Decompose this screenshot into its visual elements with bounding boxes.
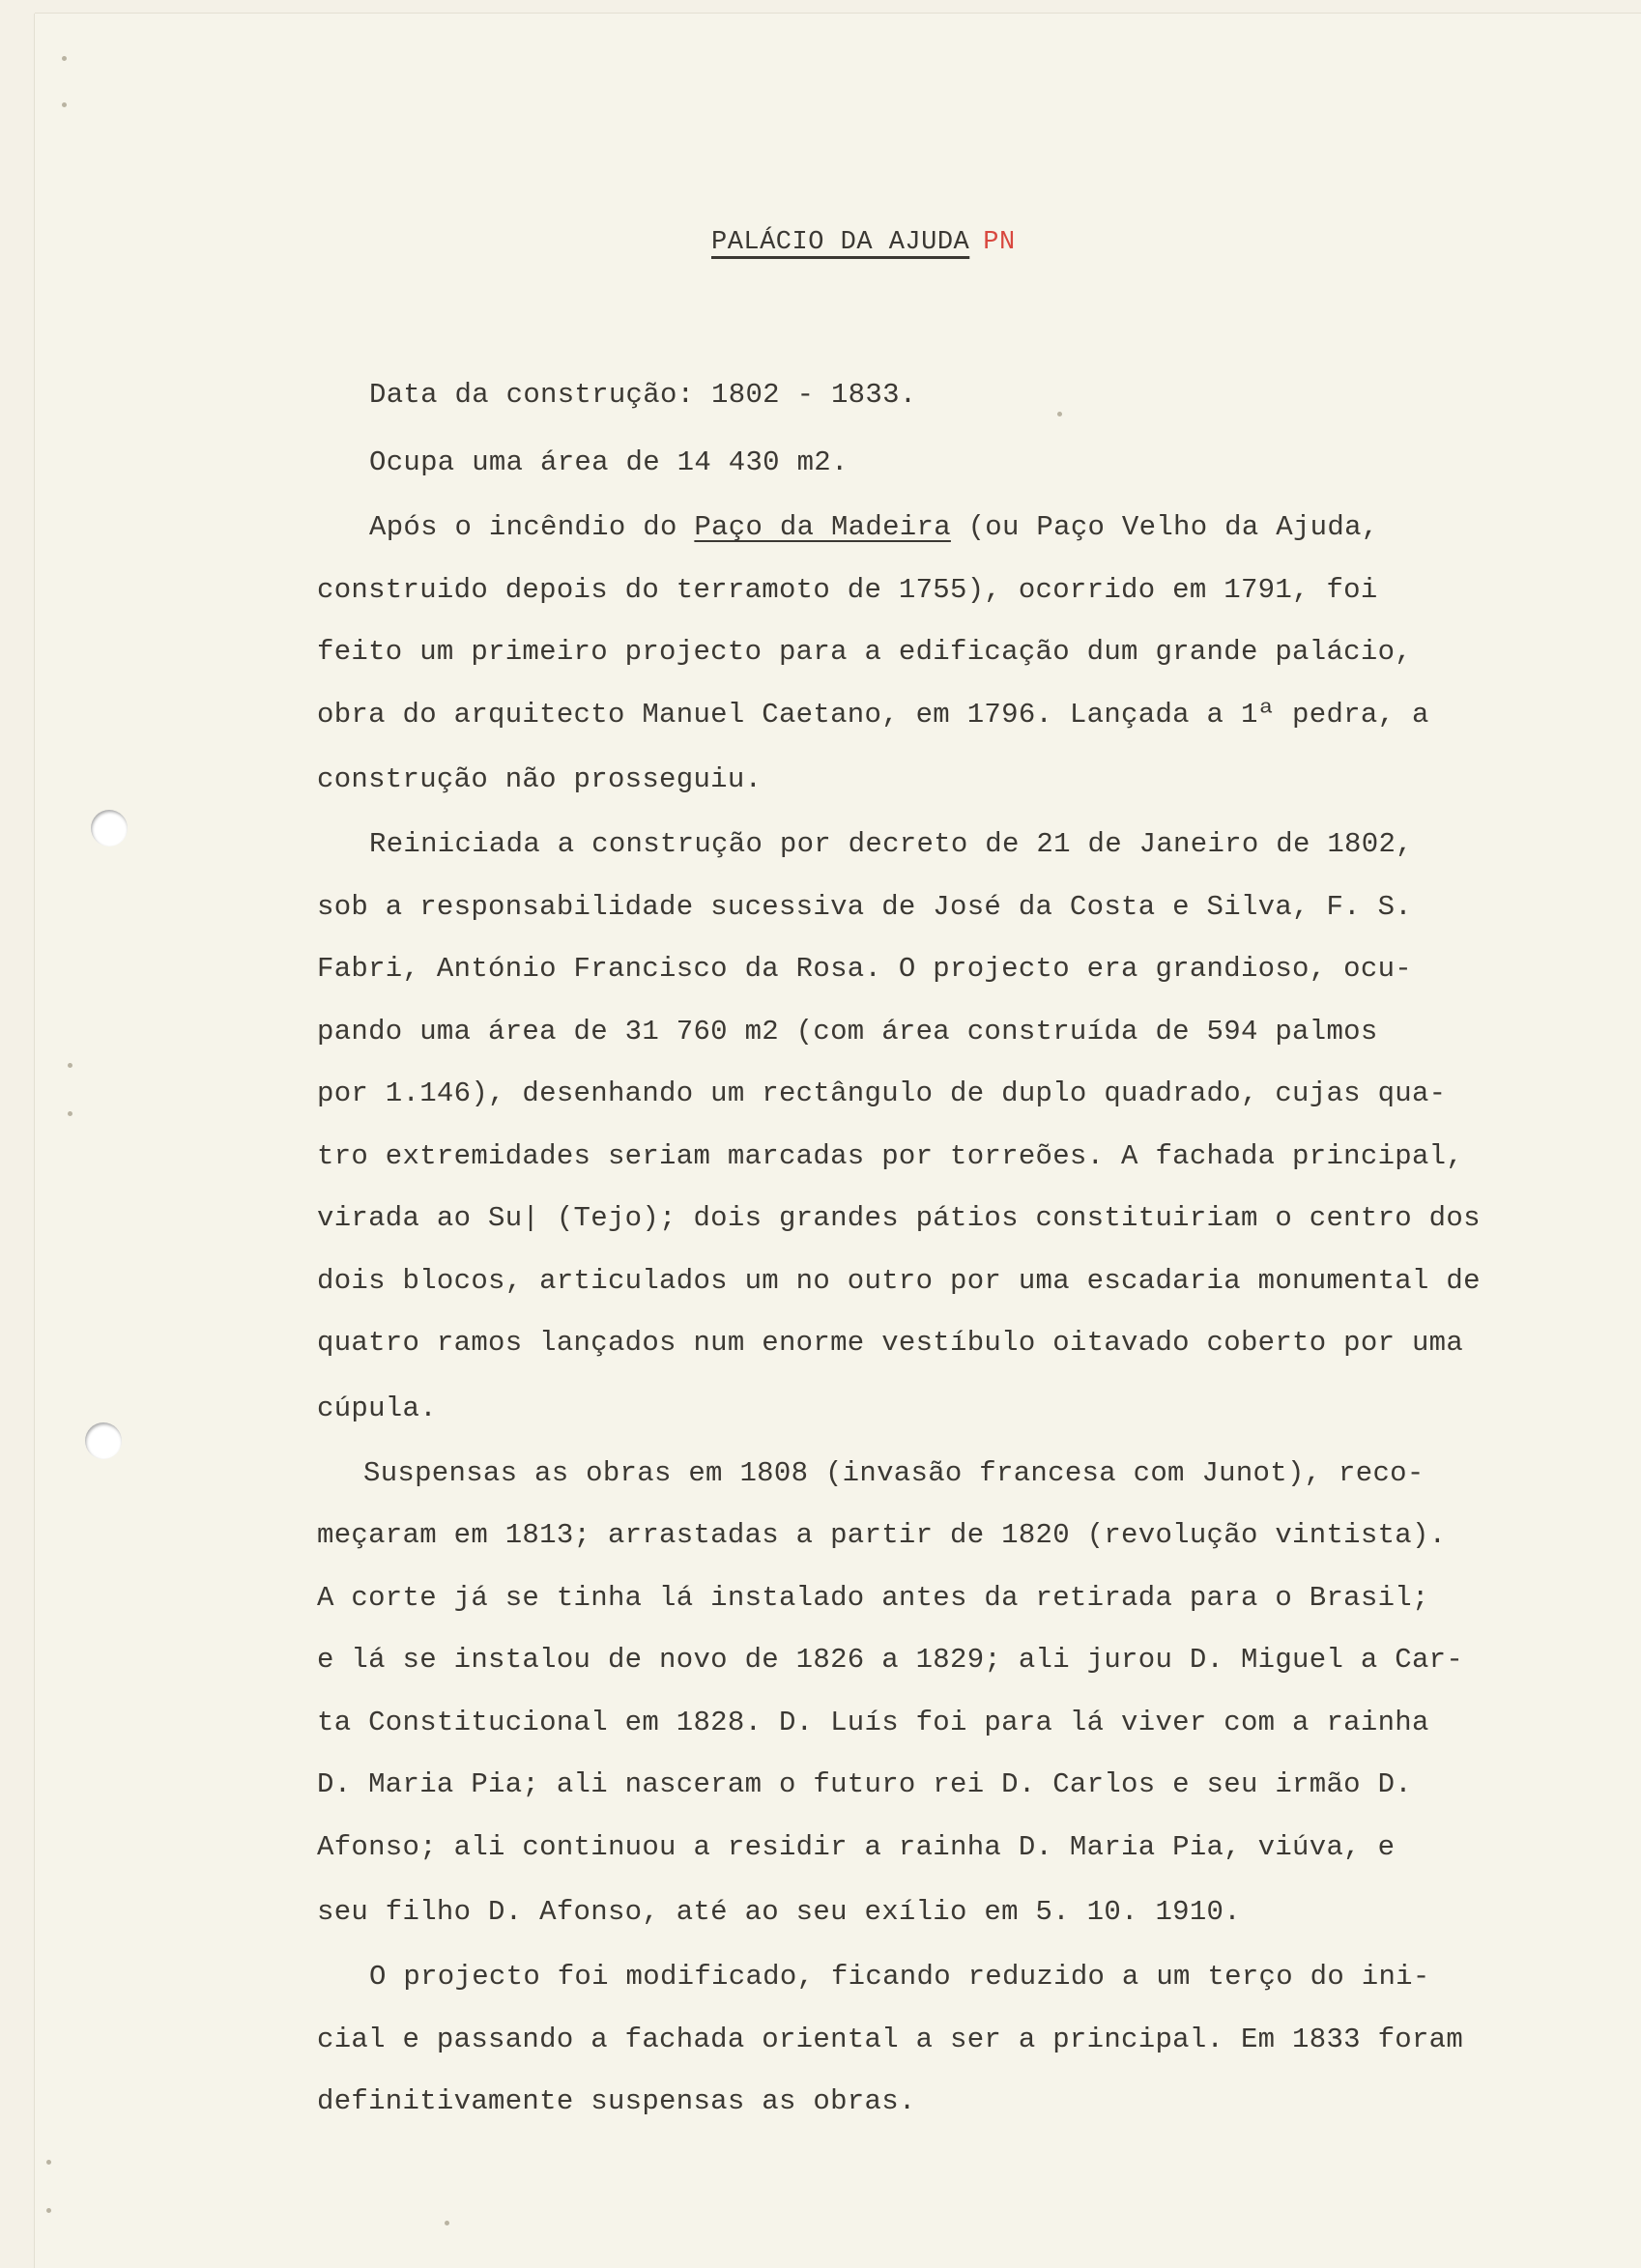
document-title (711, 228, 1016, 257)
text-line: dois blocos, articulados um no outro por uma escadaria monumental de (317, 1264, 1481, 1297)
text-line-construction-date: Data da construção: 1802 - 1833. (369, 379, 917, 411)
punch-hole-upper (91, 810, 128, 847)
text-line: pando uma área de 31 760 m2 (com área construída de 594 palmos (317, 1015, 1378, 1048)
text-line: seu filho D. Afonso, até ao seu exílio em 5. 10. 1910. (317, 1896, 1241, 1928)
paper-speck (68, 1111, 72, 1116)
text-line: quatro ramos lançados num enorme vestíbulo oitavado coberto por uma (317, 1327, 1464, 1359)
paper-speck (1057, 412, 1062, 416)
text-line: construido depois do terramoto de 1755), ocorrido em 1791, foi (317, 573, 1378, 606)
paper-speck (46, 2208, 51, 2213)
text-line: meçaram em 1813; arrastadas a partir de 1820 (revolução vintista). (317, 1519, 1447, 1551)
paper-speck (46, 2160, 51, 2165)
paper-speck (62, 56, 67, 61)
text-line: Reiniciada a construção por decreto de 21 de Janeiro de 1802, (369, 828, 1413, 860)
text-line: definitivamente suspensas as obras. (317, 2085, 916, 2117)
text-line: e lá se instalou de novo de 1826 a 1829; ali jurou D. Miguel a Car- (317, 1644, 1464, 1676)
text-line: sob a responsabilidade sucessiva de José da Costa e Silva, F. S. (317, 890, 1412, 923)
text-line: O projecto foi modificado, ficando reduzido a um terço do ini- (369, 1961, 1430, 1993)
underlined-place-name: Paço da Madeira (694, 511, 951, 543)
text-line: tro extremidades seriam marcadas por torreões. A fachada principal, (317, 1139, 1464, 1172)
punch-hole-lower (85, 1422, 122, 1459)
text-line: virada ao Su| (Tejo); dois grandes pátios constituiriam o centro dos (317, 1202, 1481, 1234)
paper-speck (62, 102, 67, 107)
text-line: feito um primeiro projecto para a edificação dum grande palácio, (317, 636, 1412, 668)
text-line: cúpula. (317, 1392, 437, 1424)
text-line: ta Constitucional em 1828. D. Luís foi para lá viver com a rainha (317, 1706, 1429, 1738)
document-page (35, 14, 1641, 2268)
paper-speck (68, 1063, 72, 1068)
text-line: construção não prosseguiu. (317, 763, 763, 795)
title-text: PALÁCIO DA AJUDA (711, 228, 970, 257)
text-segment: (ou Paço Velho da Ajuda, (950, 511, 1379, 543)
text-line: Suspensas as obras em 1808 (invasão francesa com Junot), reco- (363, 1456, 1425, 1489)
document-body (317, 361, 1525, 2134)
text-line: Afonso; ali continuou a residir a rainha D. Maria Pia, viúva, e (317, 1830, 1396, 1863)
text-line: D. Maria Pia; ali nasceram o futuro rei D. Carlos e seu irmão D. (317, 1768, 1412, 1800)
paper-speck (445, 2221, 449, 2225)
text-line (317, 497, 1525, 560)
text-segment: Após o incêndio do (369, 511, 695, 543)
text-line: A corte já se tinha lá instalado antes da retirada para o Brasil; (317, 1581, 1429, 1614)
title-annotation-mark: PN (983, 228, 1016, 257)
text-line: obra do arquitecto Manuel Caetano, em 1796. Lançada a 1ª pedra, a (317, 698, 1429, 731)
text-line: por 1.146), desenhando um rectângulo de duplo quadrado, cujas qua- (317, 1077, 1447, 1109)
text-line: cial e passando a fachada oriental a ser a principal. Em 1833 foram (317, 2023, 1464, 2055)
text-line: Fabri, António Francisco da Rosa. O projecto era grandioso, ocu- (317, 953, 1412, 985)
text-line-area: Ocupa uma área de 14 430 m2. (369, 446, 849, 478)
